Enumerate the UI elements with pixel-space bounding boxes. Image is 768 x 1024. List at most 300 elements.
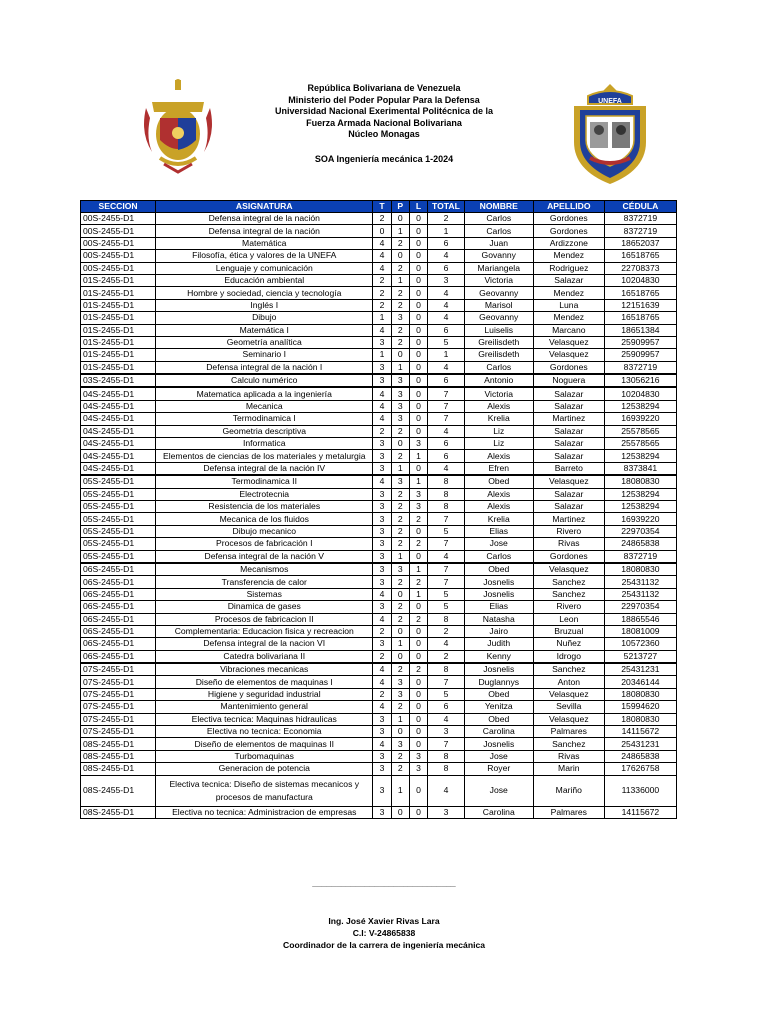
table-cell: Krelia (464, 413, 533, 425)
table-cell: 7 (428, 738, 465, 750)
table-cell: Velasquez (533, 349, 604, 361)
table-cell: 3 (409, 750, 427, 762)
table-cell: 3 (373, 525, 391, 537)
table-cell: Salazar (533, 425, 604, 437)
column-header: L (409, 201, 427, 213)
table-cell: Marin (533, 763, 604, 775)
table-row (81, 750, 677, 762)
table-cell: 22708373 (604, 262, 676, 274)
table-cell: Mantenimiento general (156, 701, 373, 713)
table-cell: Velasquez (533, 475, 604, 488)
table-row (81, 274, 677, 286)
table-cell: 06S-2455-D1 (81, 625, 156, 637)
table-cell: Gordones (533, 225, 604, 237)
table-cell: 2 (373, 274, 391, 286)
table-row (81, 513, 677, 525)
table-cell: Liz (464, 438, 533, 450)
table-cell: 2 (373, 287, 391, 299)
table-cell: 4 (428, 713, 465, 725)
table-cell: Carolina (464, 726, 533, 738)
table-cell: 25431231 (604, 738, 676, 750)
signer-role: Coordinador de la carrera de ingeniería mecánica (282, 940, 486, 950)
table-row (81, 806, 677, 818)
header-line-3: Universidad Nacional Exerimental Politécnica de la (274, 106, 494, 117)
table-cell: Mariangela (464, 262, 533, 274)
table-cell: 18651384 (604, 324, 676, 336)
table-cell: 4 (373, 250, 391, 262)
table-cell: 5213727 (604, 650, 676, 663)
table-cell: 25578565 (604, 438, 676, 450)
table-row (81, 613, 677, 625)
table-cell: 05S-2455-D1 (81, 525, 156, 537)
table-cell: 3 (391, 387, 409, 400)
table-cell: Salazar (533, 274, 604, 286)
table-cell: Matematica aplicada a la ingeniería (156, 387, 373, 400)
table-cell: 07S-2455-D1 (81, 701, 156, 713)
table-cell: 3 (373, 763, 391, 775)
table-row (81, 638, 677, 650)
table-row (81, 312, 677, 324)
table-row (81, 688, 677, 700)
table-row (81, 726, 677, 738)
table-cell: Govanny (464, 250, 533, 262)
table-cell: 04S-2455-D1 (81, 438, 156, 450)
table-cell: 6 (428, 237, 465, 249)
table-cell: 0 (409, 287, 427, 299)
table-cell: 18080830 (604, 475, 676, 488)
table-cell: 0 (373, 225, 391, 237)
unefa-logo-text: UNEFA (598, 98, 622, 105)
table-cell: Rivas (533, 750, 604, 762)
table-cell: Gordones (533, 550, 604, 563)
table-cell: 18652037 (604, 237, 676, 249)
table-cell: 2 (391, 525, 409, 537)
table-row (81, 361, 677, 374)
table-cell: 06S-2455-D1 (81, 576, 156, 588)
table-cell: Defensa integral de la nación IV (156, 462, 373, 475)
table-cell: 0 (409, 400, 427, 412)
table-cell: 08S-2455-D1 (81, 775, 156, 806)
table-cell: Electiva tecnica: Diseño de sistemas mecanicos y procesos de manufactura (156, 775, 373, 806)
header-line-1: República Bolivariana de Venezuela (307, 83, 461, 93)
table-cell: Dinamica de gases (156, 601, 373, 613)
table-cell: Turbomaquinas (156, 750, 373, 762)
table-cell: Palmares (533, 726, 604, 738)
table-cell: 0 (409, 688, 427, 700)
table-cell: 0 (409, 374, 427, 387)
table-cell: Electiva tecnica: Maquinas hidraulicas (156, 713, 373, 725)
table-cell: 04S-2455-D1 (81, 413, 156, 425)
table-cell: 04S-2455-D1 (81, 387, 156, 400)
table-cell: 01S-2455-D1 (81, 274, 156, 286)
header-line-4: Fuerza Armada Nacional Bolivariana (306, 117, 462, 128)
table-cell: 0 (409, 550, 427, 563)
table-cell: 0 (409, 299, 427, 311)
table-cell: 2 (409, 613, 427, 625)
table-cell: 4 (428, 287, 465, 299)
table-row (81, 538, 677, 550)
table-cell: 05S-2455-D1 (81, 538, 156, 550)
table-cell: 06S-2455-D1 (81, 601, 156, 613)
table-cell: 8 (428, 500, 465, 512)
table-cell: 03S-2455-D1 (81, 374, 156, 387)
table-cell: 07S-2455-D1 (81, 676, 156, 688)
table-cell: 8 (428, 488, 465, 500)
table-cell: Seminario I (156, 349, 373, 361)
table-cell: 3 (373, 713, 391, 725)
table-cell: 08S-2455-D1 (81, 738, 156, 750)
table-cell: 10204830 (604, 274, 676, 286)
table-cell: 25431132 (604, 576, 676, 588)
table-cell: Judith (464, 638, 533, 650)
table-row (81, 387, 677, 400)
table-row (81, 625, 677, 637)
table-cell: Alexis (464, 450, 533, 462)
table-cell: 3 (373, 550, 391, 563)
table-cell: Diseño de elementos de maquinas I (156, 676, 373, 688)
table-cell: Velasquez (533, 336, 604, 348)
table-cell: 0 (409, 274, 427, 286)
table-cell: 0 (409, 726, 427, 738)
table-cell: 01S-2455-D1 (81, 299, 156, 311)
table-cell: 0 (391, 438, 409, 450)
table-cell: 12538294 (604, 450, 676, 462)
table-cell: 3 (373, 513, 391, 525)
table-cell: Salazar (533, 500, 604, 512)
table-row (81, 438, 677, 450)
document-header (0, 83, 768, 166)
table-cell: Juan (464, 237, 533, 249)
table-cell: 4 (373, 237, 391, 249)
table-cell: Josnelis (464, 588, 533, 600)
table-cell: Electiva no tecnica: Economia (156, 726, 373, 738)
table-cell: Defensa integral de la nacion VI (156, 638, 373, 650)
table-cell: Bruzual (533, 625, 604, 637)
table-cell: Dibujo (156, 312, 373, 324)
table-cell: Nuñez (533, 638, 604, 650)
table-cell: 0 (409, 213, 427, 225)
table-row (81, 374, 677, 387)
table-cell: 14115672 (604, 806, 676, 818)
table-cell: 6 (428, 262, 465, 274)
table-cell: 1 (373, 349, 391, 361)
table-cell: 04S-2455-D1 (81, 400, 156, 412)
table-row (81, 349, 677, 361)
table-row (81, 563, 677, 576)
table-cell: Geometria descriptiva (156, 425, 373, 437)
table-cell: Yenitza (464, 701, 533, 713)
table-cell: Velasquez (533, 563, 604, 576)
table-cell: 01S-2455-D1 (81, 361, 156, 374)
column-header: TOTAL (428, 201, 465, 213)
table-cell: 8372719 (604, 225, 676, 237)
table-cell: 0 (391, 726, 409, 738)
table-cell: 3 (409, 438, 427, 450)
table-cell: 4 (373, 387, 391, 400)
table-cell: Electiva no tecnica: Administracion de empresas (156, 806, 373, 818)
table-cell: 6 (428, 701, 465, 713)
table-cell: 1 (409, 563, 427, 576)
table-cell: 2 (391, 488, 409, 500)
table-cell: 3 (373, 462, 391, 475)
table-cell: 3 (391, 738, 409, 750)
table-cell: 6 (428, 438, 465, 450)
table-cell: 3 (409, 500, 427, 512)
table-cell: Jose (464, 750, 533, 762)
table-row (81, 250, 677, 262)
table-cell: Mendez (533, 312, 604, 324)
table-row (81, 287, 677, 299)
table-cell: 1 (409, 588, 427, 600)
table-cell: Sistemas (156, 588, 373, 600)
table-cell: 05S-2455-D1 (81, 500, 156, 512)
table-cell: 3 (428, 274, 465, 286)
table-cell: 8 (428, 663, 465, 676)
table-cell: 1 (391, 462, 409, 475)
table-cell: 12538294 (604, 400, 676, 412)
table-cell: 4 (373, 413, 391, 425)
table-cell: 07S-2455-D1 (81, 726, 156, 738)
table-cell: Efren (464, 462, 533, 475)
table-cell: Gordones (533, 213, 604, 225)
table-cell: 2 (409, 513, 427, 525)
table-cell: 07S-2455-D1 (81, 663, 156, 676)
table-cell: 05S-2455-D1 (81, 488, 156, 500)
table-cell: Salazar (533, 450, 604, 462)
table-cell: 4 (428, 312, 465, 324)
table-cell: Leon (533, 613, 604, 625)
soa-schedule-table (80, 200, 677, 819)
table-cell: 06S-2455-D1 (81, 638, 156, 650)
table-cell: 0 (409, 806, 427, 818)
table-cell: Duglannys (464, 676, 533, 688)
table-row (81, 213, 677, 225)
table-row (81, 525, 677, 537)
table-cell: 04S-2455-D1 (81, 425, 156, 437)
table-cell: 16518765 (604, 250, 676, 262)
table-cell: 2 (391, 613, 409, 625)
table-cell: Salazar (533, 438, 604, 450)
table-cell: 2 (409, 663, 427, 676)
table-cell: 16939220 (604, 513, 676, 525)
table-cell: 3 (373, 576, 391, 588)
table-cell: 0 (409, 425, 427, 437)
table-cell: 0 (409, 387, 427, 400)
table-cell: Marisol (464, 299, 533, 311)
table-cell: 7 (428, 576, 465, 588)
table-row (81, 701, 677, 713)
table-cell: Sanchez (533, 738, 604, 750)
table-cell: 2 (391, 663, 409, 676)
table-cell: 04S-2455-D1 (81, 462, 156, 475)
table-cell: Ardizzone (533, 237, 604, 249)
table-cell: 3 (391, 413, 409, 425)
table-cell: 8 (428, 475, 465, 488)
table-cell: Josnelis (464, 576, 533, 588)
signer-name: Ing. José Xavier Rivas Lara (328, 916, 440, 926)
table-cell: Luiselis (464, 324, 533, 336)
table-row (81, 336, 677, 348)
table-cell: Liz (464, 425, 533, 437)
table-cell: 2 (391, 336, 409, 348)
table-cell: 4 (373, 588, 391, 600)
table-cell: 3 (373, 374, 391, 387)
table-cell: 1 (391, 550, 409, 563)
table-cell: 0 (409, 625, 427, 637)
table-cell: 7 (428, 513, 465, 525)
table-cell: 0 (409, 601, 427, 613)
table-cell: 2 (391, 576, 409, 588)
table-cell: Martinez (533, 413, 604, 425)
table-cell: 8372719 (604, 550, 676, 563)
table-cell: 4 (428, 638, 465, 650)
table-cell: 12151639 (604, 299, 676, 311)
table-row (81, 462, 677, 475)
table-cell: 8372719 (604, 361, 676, 374)
table-cell: 2 (409, 538, 427, 550)
table-cell: Carlos (464, 361, 533, 374)
table-cell: 8 (428, 613, 465, 625)
table-cell: Lenguaje y comunicación (156, 262, 373, 274)
table-cell: 2 (391, 701, 409, 713)
table-cell: 25909957 (604, 349, 676, 361)
table-cell: 2 (391, 324, 409, 336)
column-header: APELLIDO (533, 201, 604, 213)
table-cell: 2 (391, 500, 409, 512)
table-cell: Gordones (533, 361, 604, 374)
table-row (81, 488, 677, 500)
table-cell: Obed (464, 688, 533, 700)
table-cell: Luna (533, 299, 604, 311)
table-cell: Electrotecnia (156, 488, 373, 500)
table-cell: 3 (409, 488, 427, 500)
table-cell: 3 (373, 336, 391, 348)
table-cell: 7 (428, 413, 465, 425)
table-cell: Josnelis (464, 663, 533, 676)
table-cell: Procesos de fabricación I (156, 538, 373, 550)
header-line-2: Ministerio del Poder Popular Para la Defensa (288, 94, 480, 105)
table-cell: 7 (428, 387, 465, 400)
table-row (81, 225, 677, 237)
table-cell: Alexis (464, 488, 533, 500)
table-cell: 2 (391, 425, 409, 437)
table-cell: 2 (391, 601, 409, 613)
signer-id: C.I: V-24865838 (352, 928, 416, 938)
table-cell: 4 (428, 462, 465, 475)
table-cell: Anton (533, 676, 604, 688)
unefa-shield-icon (568, 82, 652, 186)
table-cell: 00S-2455-D1 (81, 225, 156, 237)
table-cell: 2 (373, 299, 391, 311)
table-cell: Diseño de elementos de maquinas II (156, 738, 373, 750)
table-cell: 0 (391, 349, 409, 361)
table-cell: Palmares (533, 806, 604, 818)
table-cell: Geovanny (464, 312, 533, 324)
table-cell: 5 (428, 688, 465, 700)
table-cell: 16518765 (604, 287, 676, 299)
table-row (81, 588, 677, 600)
table-cell: Matemática I (156, 324, 373, 336)
table-row (81, 475, 677, 488)
table-cell: 3 (373, 750, 391, 762)
table-cell: 10572360 (604, 638, 676, 650)
table-cell: 01S-2455-D1 (81, 312, 156, 324)
column-header: P (391, 201, 409, 213)
table-cell: Marcano (533, 324, 604, 336)
table-cell: 00S-2455-D1 (81, 213, 156, 225)
table-cell: 4 (428, 550, 465, 563)
table-row (81, 262, 677, 274)
column-header: CÉDULA (604, 201, 676, 213)
table-cell: 3 (373, 563, 391, 576)
table-cell: 01S-2455-D1 (81, 324, 156, 336)
table-cell: 0 (409, 312, 427, 324)
table-cell: 0 (409, 525, 427, 537)
table-cell: 1 (391, 274, 409, 286)
table-cell: 1 (409, 450, 427, 462)
table-cell: 18080830 (604, 563, 676, 576)
table-cell: Higiene y seguridad industrial (156, 688, 373, 700)
table-cell: 6 (428, 374, 465, 387)
table-cell: 0 (409, 225, 427, 237)
table-cell: Obed (464, 713, 533, 725)
table-cell: 3 (373, 538, 391, 550)
table-row (81, 400, 677, 412)
table-cell: 0 (409, 349, 427, 361)
table-cell: 5 (428, 601, 465, 613)
table-cell: 24865838 (604, 538, 676, 550)
table-cell: Rivas (533, 538, 604, 550)
table-cell: Elias (464, 601, 533, 613)
table-cell: 14115672 (604, 726, 676, 738)
table-cell: 05S-2455-D1 (81, 513, 156, 525)
table-cell: 0 (409, 250, 427, 262)
table-cell: Complementaria: Educacion fisica y recreacion (156, 625, 373, 637)
table-cell: 0 (409, 361, 427, 374)
table-cell: Filosofía, ética y valores de la UNEFA (156, 250, 373, 262)
table-cell: Rivero (533, 601, 604, 613)
table-cell: Noguera (533, 374, 604, 387)
table-cell: 1 (391, 225, 409, 237)
table-cell: 0 (391, 250, 409, 262)
table-cell: 0 (409, 676, 427, 688)
table-cell: Jose (464, 775, 533, 806)
table-cell: 4 (373, 738, 391, 750)
table-header-row (81, 201, 677, 213)
table-cell: 4 (373, 400, 391, 412)
table-cell: 06S-2455-D1 (81, 588, 156, 600)
table-cell: 4 (428, 361, 465, 374)
table-cell: 07S-2455-D1 (81, 688, 156, 700)
table-cell: 18080830 (604, 713, 676, 725)
table-cell: 10204830 (604, 387, 676, 400)
table-cell: 5 (428, 336, 465, 348)
table-cell: Calculo numérico (156, 374, 373, 387)
table-cell: 1 (373, 312, 391, 324)
table-cell: 4 (428, 299, 465, 311)
table-cell: 25578565 (604, 425, 676, 437)
table-cell: Salazar (533, 400, 604, 412)
table-cell: 4 (373, 475, 391, 488)
table-cell: Jairo (464, 625, 533, 637)
table-cell: 3 (391, 475, 409, 488)
table-cell: Mariño (533, 775, 604, 806)
table-cell: 16518765 (604, 312, 676, 324)
table-cell: 18081009 (604, 625, 676, 637)
table-cell: 0 (391, 650, 409, 663)
table-cell: 00S-2455-D1 (81, 237, 156, 249)
table-cell: Mecanica (156, 400, 373, 412)
